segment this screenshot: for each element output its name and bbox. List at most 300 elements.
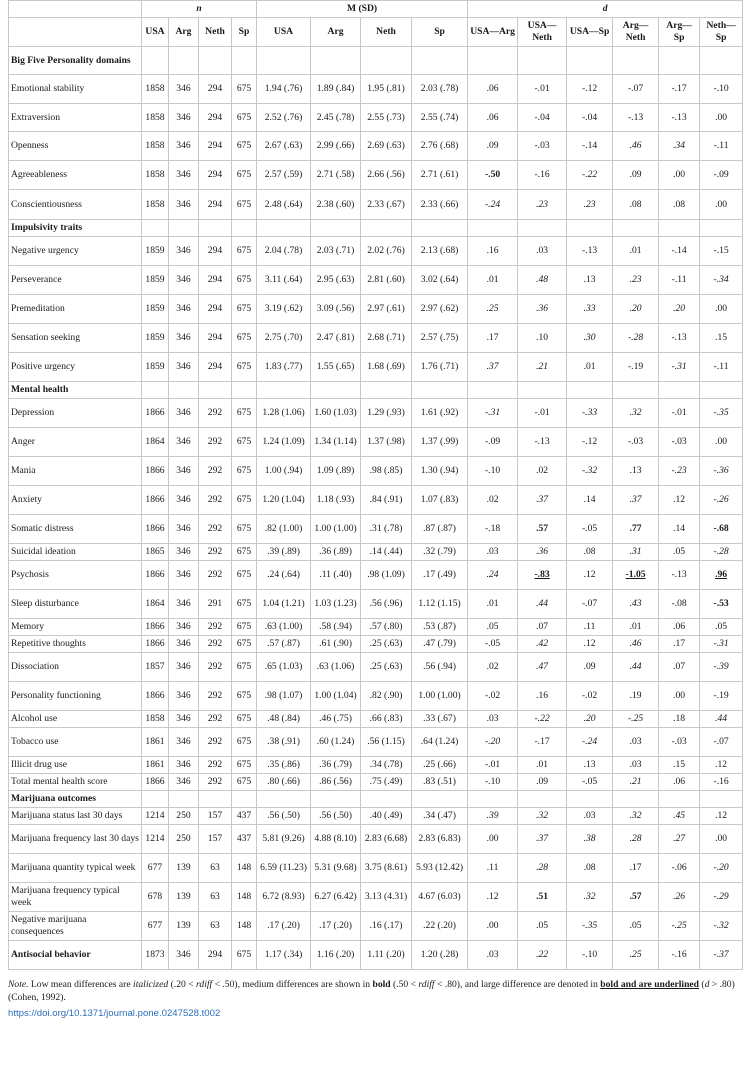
effect-size-cell: -.10 xyxy=(567,941,613,970)
effect-size-cell: -.17 xyxy=(518,728,567,757)
mean-sd-cell: .65 (1.03) xyxy=(257,653,311,682)
n-cell: 292 xyxy=(199,636,232,653)
effect-size-cell: -.25 xyxy=(659,912,700,941)
mean-sd-cell: 2.03 (.78) xyxy=(412,75,468,104)
effect-size-cell: .23 xyxy=(567,190,613,220)
effect-size-cell: .09 xyxy=(468,132,518,161)
effect-size-cell: -.16 xyxy=(659,941,700,970)
section-label: Mental health xyxy=(9,382,142,399)
mean-sd-cell: .82 (1.00) xyxy=(257,515,311,544)
mean-sd-cell: .11 (.40) xyxy=(311,561,361,590)
n-cell: 1861 xyxy=(142,728,169,757)
effect-size-cell: .36 xyxy=(518,295,567,324)
n-cell: 1866 xyxy=(142,515,169,544)
effect-size-cell: -.03 xyxy=(518,132,567,161)
row-label: Conscientiousness xyxy=(9,190,142,220)
empty-cell xyxy=(257,791,311,808)
row-label: Repetitive thoughts xyxy=(9,636,142,653)
effect-size-cell: .17 xyxy=(613,854,659,883)
empty-cell xyxy=(257,220,311,237)
empty-cell xyxy=(613,791,659,808)
effect-size-cell: .03 xyxy=(468,941,518,970)
effect-size-cell: .57 xyxy=(518,515,567,544)
row-label: Antisocial behavior xyxy=(9,941,142,970)
row-label: Marijuana quantity typical week xyxy=(9,854,142,883)
effect-size-cell: -.17 xyxy=(659,75,700,104)
effect-size-cell: -.03 xyxy=(659,428,700,457)
effect-size-cell: -1.05 xyxy=(613,561,659,590)
mean-sd-cell: .56 (.50) xyxy=(311,808,361,825)
effect-size-cell: -.50 xyxy=(468,161,518,190)
effect-size-cell: .08 xyxy=(567,544,613,561)
effect-size-cell: .03 xyxy=(613,757,659,774)
table-container xyxy=(8,0,742,1019)
mean-sd-cell: 2.38 (.60) xyxy=(311,190,361,220)
n-cell: 346 xyxy=(169,190,199,220)
effect-size-cell: .11 xyxy=(567,619,613,636)
n-cell: 437 xyxy=(232,808,257,825)
effect-size-cell: .57 xyxy=(613,883,659,912)
effect-size-cell: .00 xyxy=(700,295,743,324)
n-cell: 292 xyxy=(199,544,232,561)
mean-sd-cell: 1.00 (1.04) xyxy=(311,682,361,711)
table-row xyxy=(9,190,743,220)
table-row xyxy=(9,295,743,324)
n-cell: 346 xyxy=(169,636,199,653)
effect-size-cell: -.13 xyxy=(659,561,700,590)
effect-size-cell: .17 xyxy=(659,636,700,653)
header-blank xyxy=(9,1,142,18)
mean-sd-cell: .24 (.64) xyxy=(257,561,311,590)
empty-cell xyxy=(700,47,743,75)
empty-cell xyxy=(257,47,311,75)
table-row xyxy=(9,619,743,636)
empty-cell xyxy=(257,382,311,399)
mean-sd-cell: 2.48 (.64) xyxy=(257,190,311,220)
n-cell: 346 xyxy=(169,515,199,544)
effect-size-cell: .13 xyxy=(567,266,613,295)
mean-sd-cell: 2.71 (.58) xyxy=(311,161,361,190)
header-d-col: Arg—Sp xyxy=(659,18,700,47)
n-cell: 292 xyxy=(199,561,232,590)
effect-size-cell: .13 xyxy=(613,457,659,486)
table-row xyxy=(9,515,743,544)
empty-cell xyxy=(659,382,700,399)
effect-size-cell: .31 xyxy=(613,544,659,561)
table-row xyxy=(9,682,743,711)
effect-size-cell: .14 xyxy=(567,486,613,515)
empty-cell xyxy=(199,791,232,808)
mean-sd-cell: 2.97 (.62) xyxy=(412,295,468,324)
effect-size-cell: .12 xyxy=(659,486,700,515)
n-cell: 346 xyxy=(169,682,199,711)
mean-sd-cell: 1.37 (.99) xyxy=(412,428,468,457)
mean-sd-cell: 1.68 (.69) xyxy=(361,353,412,382)
effect-size-cell: .14 xyxy=(659,515,700,544)
effect-size-cell: .00 xyxy=(468,912,518,941)
mean-sd-cell: 1.04 (1.21) xyxy=(257,590,311,619)
row-label: Marijuana frequency typical week xyxy=(9,883,142,912)
n-cell: 63 xyxy=(199,883,232,912)
empty-cell xyxy=(567,791,613,808)
n-cell: 63 xyxy=(199,854,232,883)
n-cell: 294 xyxy=(199,132,232,161)
row-label: Agreeableness xyxy=(9,161,142,190)
n-cell: 675 xyxy=(232,324,257,353)
empty-cell xyxy=(232,220,257,237)
mean-sd-cell: 3.11 (.64) xyxy=(257,266,311,295)
section-row xyxy=(9,382,743,399)
row-label: Extraversion xyxy=(9,104,142,132)
n-cell: 1866 xyxy=(142,774,169,791)
effect-size-cell: .25 xyxy=(468,295,518,324)
mean-sd-cell: 2.04 (.78) xyxy=(257,237,311,266)
mean-sd-cell: 2.83 (6.83) xyxy=(412,825,468,854)
note-text: (.50 < xyxy=(390,979,419,990)
mean-sd-cell: .22 (.20) xyxy=(412,912,468,941)
mean-sd-cell: .98 (1.09) xyxy=(361,561,412,590)
effect-size-cell: .27 xyxy=(659,825,700,854)
effect-size-cell: .12 xyxy=(700,808,743,825)
mean-sd-cell: 2.57 (.59) xyxy=(257,161,311,190)
effect-size-cell: -.53 xyxy=(700,590,743,619)
section-label: Big Five Personality domains xyxy=(9,47,142,75)
mean-sd-cell: 1.83 (.77) xyxy=(257,353,311,382)
effect-size-cell: -.05 xyxy=(567,774,613,791)
mean-sd-cell: 1.89 (.84) xyxy=(311,75,361,104)
mean-sd-cell: 2.55 (.74) xyxy=(412,104,468,132)
effect-size-cell: .25 xyxy=(613,941,659,970)
empty-cell xyxy=(659,791,700,808)
mean-sd-cell: 2.68 (.71) xyxy=(361,324,412,353)
effect-size-cell: -.04 xyxy=(567,104,613,132)
effect-size-cell: -.14 xyxy=(659,237,700,266)
effect-size-cell: -.09 xyxy=(700,161,743,190)
empty-cell xyxy=(468,791,518,808)
mean-sd-cell: 1.00 (.94) xyxy=(257,457,311,486)
section-label: Impulsivity traits xyxy=(9,220,142,237)
table-body xyxy=(9,47,743,970)
mean-sd-cell: .57 (.80) xyxy=(361,619,412,636)
section-row xyxy=(9,791,743,808)
mean-sd-cell: .75 (.49) xyxy=(361,774,412,791)
n-cell: 675 xyxy=(232,653,257,682)
effect-size-cell: .10 xyxy=(518,324,567,353)
n-cell: 292 xyxy=(199,728,232,757)
effect-size-cell: .42 xyxy=(518,636,567,653)
mean-sd-cell: 1.94 (.76) xyxy=(257,75,311,104)
header-group-n: n xyxy=(142,1,257,18)
mean-sd-cell: 1.20 (1.04) xyxy=(257,486,311,515)
effect-size-cell: .00 xyxy=(659,682,700,711)
effect-size-cell: .12 xyxy=(567,561,613,590)
n-cell: 346 xyxy=(169,728,199,757)
mean-sd-cell: .25 (.66) xyxy=(412,757,468,774)
mean-sd-cell: .33 (.67) xyxy=(412,711,468,728)
note-var: d xyxy=(704,979,710,990)
empty-cell xyxy=(613,382,659,399)
n-cell: 675 xyxy=(232,399,257,428)
mean-sd-cell: .57 (.87) xyxy=(257,636,311,653)
effect-size-cell: .01 xyxy=(613,237,659,266)
note-text: ( xyxy=(699,979,705,990)
table-row xyxy=(9,132,743,161)
effect-size-cell: -.24 xyxy=(468,190,518,220)
effect-size-cell: -.18 xyxy=(468,515,518,544)
mean-sd-cell: .38 (.91) xyxy=(257,728,311,757)
mean-sd-cell: .60 (1.24) xyxy=(311,728,361,757)
n-cell: 675 xyxy=(232,190,257,220)
mean-sd-cell: .56 (.96) xyxy=(361,590,412,619)
header-m-col: Arg xyxy=(311,18,361,47)
effect-size-cell: -.12 xyxy=(567,428,613,457)
note-text: < .80), and large difference are denoted in xyxy=(434,979,601,990)
effect-size-cell: -.05 xyxy=(567,515,613,544)
n-cell: 675 xyxy=(232,774,257,791)
n-cell: 675 xyxy=(232,428,257,457)
table-row xyxy=(9,941,743,970)
n-cell: 675 xyxy=(232,728,257,757)
effect-size-cell: .11 xyxy=(468,854,518,883)
effect-size-cell: .06 xyxy=(659,774,700,791)
empty-cell xyxy=(613,220,659,237)
mean-sd-cell: 2.81 (.60) xyxy=(361,266,412,295)
n-cell: 148 xyxy=(232,883,257,912)
table-row xyxy=(9,457,743,486)
effect-size-cell: -.15 xyxy=(700,237,743,266)
effect-size-cell: .00 xyxy=(659,161,700,190)
empty-cell xyxy=(361,47,412,75)
n-cell: 346 xyxy=(169,544,199,561)
doi-link[interactable]: https://doi.org/10.1371/journal.pone.0247528.t002 xyxy=(8,1008,221,1019)
row-label: Sensation seeking xyxy=(9,324,142,353)
row-label: Marijuana frequency last 30 days xyxy=(9,825,142,854)
effect-size-cell: .05 xyxy=(518,912,567,941)
n-cell: 1866 xyxy=(142,399,169,428)
effect-size-cell: .46 xyxy=(613,132,659,161)
effect-size-cell: .02 xyxy=(468,486,518,515)
effect-size-cell: -.05 xyxy=(468,636,518,653)
mean-sd-cell: 1.34 (1.14) xyxy=(311,428,361,457)
mean-sd-cell: 2.67 (.63) xyxy=(257,132,311,161)
effect-size-cell: -.24 xyxy=(567,728,613,757)
effect-size-cell: -.13 xyxy=(518,428,567,457)
effect-size-cell: .32 xyxy=(613,808,659,825)
n-cell: 294 xyxy=(199,295,232,324)
mean-sd-cell: 3.09 (.56) xyxy=(311,295,361,324)
n-cell: 1864 xyxy=(142,590,169,619)
n-cell: 294 xyxy=(199,941,232,970)
n-cell: 250 xyxy=(169,808,199,825)
empty-cell xyxy=(518,47,567,75)
effect-size-cell: .51 xyxy=(518,883,567,912)
header-label-blank xyxy=(9,18,142,47)
note-text: < .50), medium differences are shown in xyxy=(212,979,373,990)
n-cell: 292 xyxy=(199,774,232,791)
mean-sd-cell: .14 (.44) xyxy=(361,544,412,561)
effect-size-cell: -.29 xyxy=(700,883,743,912)
effect-size-cell: -.32 xyxy=(567,457,613,486)
effect-size-cell: -.13 xyxy=(613,104,659,132)
effect-size-cell: .07 xyxy=(518,619,567,636)
mean-sd-cell: 3.13 (4.31) xyxy=(361,883,412,912)
n-cell: 675 xyxy=(232,544,257,561)
n-cell: 675 xyxy=(232,590,257,619)
empty-cell xyxy=(142,220,169,237)
table-row xyxy=(9,808,743,825)
effect-size-cell: -.07 xyxy=(613,75,659,104)
mean-sd-cell: 1.55 (.65) xyxy=(311,353,361,382)
n-cell: 346 xyxy=(169,590,199,619)
effect-size-cell: .05 xyxy=(613,912,659,941)
table-row xyxy=(9,912,743,941)
table-row xyxy=(9,266,743,295)
n-cell: 346 xyxy=(169,266,199,295)
n-cell: 675 xyxy=(232,941,257,970)
effect-size-cell: -.23 xyxy=(659,457,700,486)
empty-cell xyxy=(412,791,468,808)
effect-size-cell: -.25 xyxy=(613,711,659,728)
n-cell: 292 xyxy=(199,757,232,774)
mean-sd-cell: 5.93 (12.42) xyxy=(412,854,468,883)
mean-sd-cell: .80 (.66) xyxy=(257,774,311,791)
mean-sd-cell: 5.81 (9.26) xyxy=(257,825,311,854)
effect-size-cell: .07 xyxy=(659,653,700,682)
n-cell: 1866 xyxy=(142,457,169,486)
n-cell: 1857 xyxy=(142,653,169,682)
n-cell: 675 xyxy=(232,237,257,266)
n-cell: 346 xyxy=(169,295,199,324)
row-label: Psychosis xyxy=(9,561,142,590)
n-cell: 294 xyxy=(199,190,232,220)
empty-cell xyxy=(700,220,743,237)
effect-size-cell: .77 xyxy=(613,515,659,544)
effect-size-cell: .09 xyxy=(518,774,567,791)
effect-size-cell: .23 xyxy=(518,190,567,220)
n-cell: 1214 xyxy=(142,808,169,825)
mean-sd-cell: .34 (.78) xyxy=(361,757,412,774)
effect-size-cell: .12 xyxy=(468,883,518,912)
mean-sd-cell: 1.76 (.71) xyxy=(412,353,468,382)
n-cell: 1858 xyxy=(142,711,169,728)
n-cell: 675 xyxy=(232,636,257,653)
n-cell: 675 xyxy=(232,486,257,515)
n-cell: 675 xyxy=(232,757,257,774)
effect-size-cell: -.11 xyxy=(700,353,743,382)
effect-size-cell: .00 xyxy=(700,190,743,220)
n-cell: 675 xyxy=(232,515,257,544)
effect-size-cell: -.26 xyxy=(700,486,743,515)
empty-cell xyxy=(142,791,169,808)
row-label: Positive urgency xyxy=(9,353,142,382)
empty-cell xyxy=(361,382,412,399)
empty-cell xyxy=(567,220,613,237)
empty-cell xyxy=(169,382,199,399)
n-cell: 148 xyxy=(232,912,257,941)
row-label: Total mental health score xyxy=(9,774,142,791)
effect-size-cell: -.13 xyxy=(659,324,700,353)
mean-sd-cell: 6.27 (6.42) xyxy=(311,883,361,912)
n-cell: 292 xyxy=(199,619,232,636)
effect-size-cell: .05 xyxy=(468,619,518,636)
effect-size-cell: .06 xyxy=(468,104,518,132)
mean-sd-cell: 1.12 (1.15) xyxy=(412,590,468,619)
mean-sd-cell: 1.11 (.20) xyxy=(361,941,412,970)
empty-cell xyxy=(659,220,700,237)
effect-size-cell: -.13 xyxy=(659,104,700,132)
effect-size-cell: -.20 xyxy=(468,728,518,757)
header-n-col: Neth xyxy=(199,18,232,47)
mean-sd-cell: 2.99 (.66) xyxy=(311,132,361,161)
empty-cell xyxy=(567,382,613,399)
n-cell: 1859 xyxy=(142,295,169,324)
n-cell: 157 xyxy=(199,825,232,854)
n-cell: 292 xyxy=(199,653,232,682)
n-cell: 675 xyxy=(232,132,257,161)
mean-sd-cell: .66 (.83) xyxy=(361,711,412,728)
mean-sd-cell: .17 (.20) xyxy=(311,912,361,941)
effect-size-cell: .12 xyxy=(700,757,743,774)
n-cell: 294 xyxy=(199,353,232,382)
empty-cell xyxy=(232,791,257,808)
mean-sd-cell: .35 (.86) xyxy=(257,757,311,774)
mean-sd-cell: 2.52 (.76) xyxy=(257,104,311,132)
mean-sd-cell: 1.95 (.81) xyxy=(361,75,412,104)
empty-cell xyxy=(232,382,257,399)
note-bold-underline-example: bold and are underlined xyxy=(600,979,700,990)
row-label: Negative urgency xyxy=(9,237,142,266)
effect-size-cell: -.01 xyxy=(518,399,567,428)
n-cell: 675 xyxy=(232,75,257,104)
effect-size-cell: -.19 xyxy=(700,682,743,711)
mean-sd-cell: .17 (.49) xyxy=(412,561,468,590)
empty-cell xyxy=(169,791,199,808)
mean-sd-cell: 1.00 (1.00) xyxy=(311,515,361,544)
row-label: Negative marijuana consequences xyxy=(9,912,142,941)
empty-cell xyxy=(700,382,743,399)
n-cell: 292 xyxy=(199,486,232,515)
effect-size-cell: .28 xyxy=(518,854,567,883)
n-cell: 346 xyxy=(169,75,199,104)
effect-size-cell: -.13 xyxy=(567,237,613,266)
n-cell: 1865 xyxy=(142,544,169,561)
effect-size-cell: .16 xyxy=(518,682,567,711)
n-cell: 1859 xyxy=(142,353,169,382)
mean-sd-cell: .36 (.89) xyxy=(311,544,361,561)
mean-sd-cell: 1.18 (.93) xyxy=(311,486,361,515)
effect-size-cell: -.03 xyxy=(613,428,659,457)
mean-sd-cell: 1.17 (.34) xyxy=(257,941,311,970)
empty-cell xyxy=(311,382,361,399)
empty-cell xyxy=(468,220,518,237)
empty-cell xyxy=(518,382,567,399)
header-m-col: Sp xyxy=(412,18,468,47)
n-cell: 346 xyxy=(169,353,199,382)
effect-size-cell: -.06 xyxy=(659,854,700,883)
effect-size-cell: .48 xyxy=(518,266,567,295)
effect-size-cell: -.34 xyxy=(700,266,743,295)
empty-cell xyxy=(199,47,232,75)
n-cell: 346 xyxy=(169,161,199,190)
table-row xyxy=(9,486,743,515)
mean-sd-cell: .53 (.87) xyxy=(412,619,468,636)
data-table xyxy=(8,0,743,970)
n-cell: 294 xyxy=(199,75,232,104)
effect-size-cell: .03 xyxy=(468,544,518,561)
effect-size-cell: -.09 xyxy=(468,428,518,457)
mean-sd-cell: 2.55 (.73) xyxy=(361,104,412,132)
n-cell: 1866 xyxy=(142,619,169,636)
